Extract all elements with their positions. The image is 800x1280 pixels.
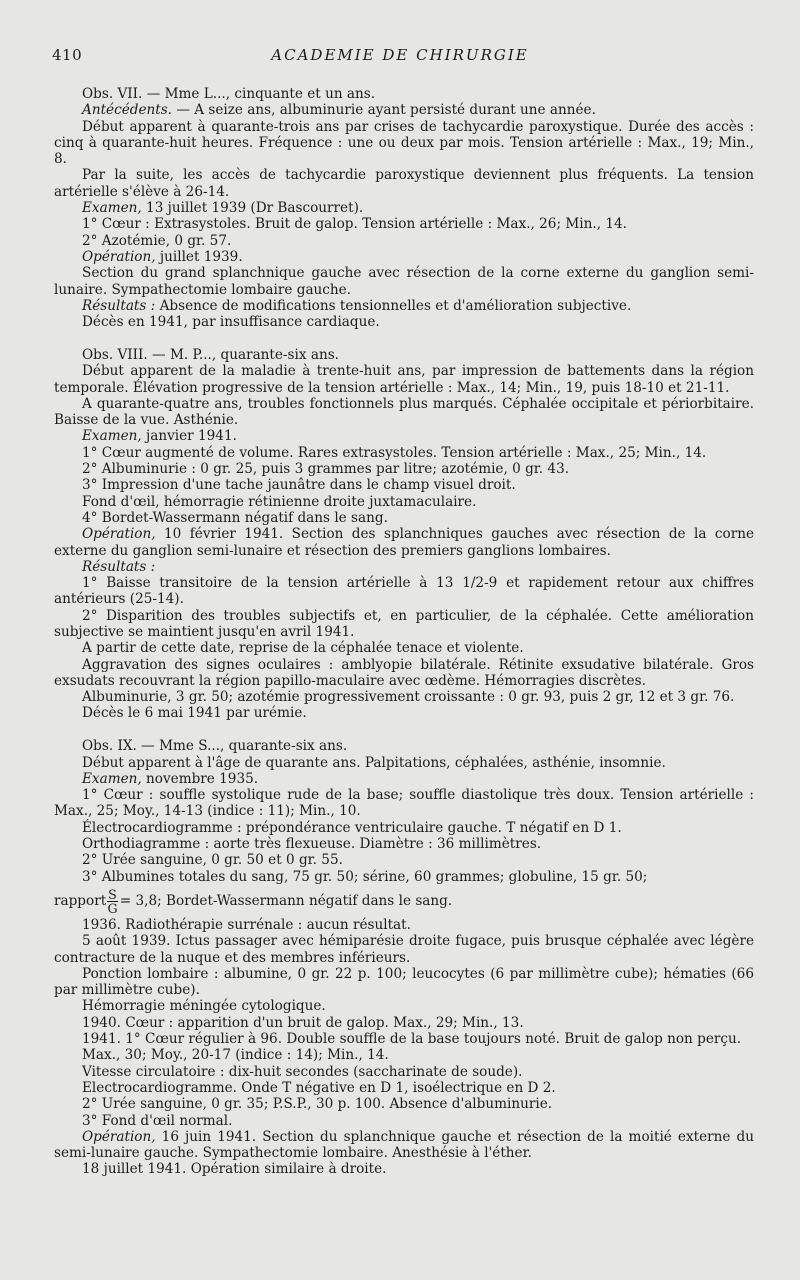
obs9-examen <box>54 771 754 787</box>
obs8-r1: 1° Baisse transitoire de la tension artérielle à 13 1/2-9 et rapidement retour aux chiffres antérieurs (25-14). <box>54 575 754 608</box>
obs7-resultats-label: Résultats : <box>82 297 156 314</box>
obs7-op-desc: Section du grand splanchnique gauche avec résection de la corne externe du ganglion semi-lunaire. Sympathectomie lombaire gauche. <box>54 265 754 298</box>
obs8-r5: Albuminurie, 3 gr. 50; azotémie progressivement croissante : 0 gr. 93, puis 2 gr, 12 et 3 gr. 76. <box>82 689 735 706</box>
obs9-e1b: Électrocardiogramme : prépondérance ventriculaire gauche. T négatif en D 1. <box>82 819 622 836</box>
obs9-e3: 3° Albumines totales du sang, 75 gr. 50; sérine, 60 grammes; globuline, 15 gr. 50; <box>82 868 648 885</box>
obs9-hemorragie: Hémorragie méningée cytologique. <box>82 998 326 1015</box>
rapport-rest: = 3,8; Bordet-Wassermann négatif dans le sang. <box>119 892 453 909</box>
obs8-deces: Décès le 6 mai 1941 par urémie. <box>82 705 307 722</box>
obs7-operation <box>54 249 754 265</box>
obs7-examen-label: Examen, <box>82 200 142 217</box>
obs8-r2: 2° Disparition des troubles subjectifs et, en particulier, de la céphalée. Cette amélioration subjective se maintient jusqu'en avril 1941. <box>54 607 754 640</box>
obs9-e2: 2° Urée sanguine, 0 gr. 50 et 0 gr. 55. <box>82 852 343 869</box>
obs8-heading: Obs. VIII. — M. P..., quarante-six ans. <box>82 346 339 363</box>
obs8-p2: A quarante-quatre ans, troubles fonctionnels plus marqués. Céphalée occipitale et périorbitaire. Baisse de la vue. Asthénie. <box>54 395 754 429</box>
obs9-operation-label: Opération, <box>82 1128 156 1145</box>
obs9-e1: 1° Cœur : souffle systolique rude de la base; souffle diastolique très doux. Tension artérielle : Max., 25; Moy., 14-13 (indice : 11); Min., 10. <box>54 787 754 820</box>
sg-fraction <box>107 888 118 915</box>
running-head <box>0 46 800 66</box>
obs8-operation-label: Opération, <box>82 526 156 543</box>
obs8-e1: 1° Cœur augmenté de volume. Rares extrasystoles. Tension artérielle : Max., 25; Min., 14. <box>82 444 707 461</box>
obs9-ecg: Electrocardiogramme. Onde T négative en D 1, isoélectrique en D 2. <box>82 1079 556 1096</box>
obs7-examen-text: 13 juillet 1939 (Dr Bascourret). <box>141 200 364 217</box>
running-title: ACADEMIE DE CHIRURGIE <box>271 46 529 64</box>
obs8-resultats-label: Résultats : <box>82 558 156 575</box>
obs8-e3: 3° Impression d'une tache jaunâtre dans le champ visuel droit. <box>82 477 516 494</box>
obs9-max: Max., 30; Moy., 20-17 (indice : 14); Min., 14. <box>82 1047 389 1064</box>
obs7-antecedents <box>54 102 754 118</box>
observation-8 <box>54 347 754 722</box>
observation-9 <box>54 738 754 1177</box>
obs9-p1: Début apparent à l'âge de quarante ans. Palpitations, céphalées, asthénie, insomnie. <box>82 754 666 771</box>
fraction-denominator: G <box>107 900 118 916</box>
rapport-word: rapport <box>54 892 107 909</box>
obs8-r3: A partir de cette date, reprise de la céphalée tenace et violente. <box>82 640 524 657</box>
obs8-e3b: Fond d'œil, hémorragie rétinienne droite juxtamaculaire. <box>82 493 477 510</box>
obs7-operation-label: Opération, <box>82 248 156 265</box>
obs9-1939: 5 août 1939. Ictus passager avec hémiparésie droite fugace, puis brusque céphalée avec légère contracture de la nuque et des membres inférieurs. <box>54 933 754 966</box>
obs7-operation-text: juillet 1939. <box>155 248 243 265</box>
obs7-e1: 1° Cœur : Extrasystoles. Bruit de galop. Tension artérielle : Max., 26; Min., 14. <box>82 216 627 233</box>
obs9-e1c: Orthodiagramme : aorte très flexueuse. Diamètre : 36 millimètres. <box>82 836 542 853</box>
fraction-numerator: S <box>108 886 117 902</box>
obs9-heading: Obs. IX. — Mme S..., quarante-six ans. <box>82 738 348 755</box>
obs9-last: 18 juillet 1941. Opération similaire à droite. <box>82 1161 387 1178</box>
obs7-examen <box>54 200 754 216</box>
obs7-heading: Obs. VII. — Mme L..., cinquante et un ans. <box>82 86 376 102</box>
obs8-operation <box>54 526 754 559</box>
obs8-p1: Début apparent de la maladie à trente-huit ans, par impression de battements dans la région temporale. Élévation progressive de la tension artérielle : Max., 14; Min., 19, puis 18-10 et 21-11. <box>54 363 754 396</box>
obs7-p2: Par la suite, les accès de tachycardie paroxystique deviennent plus fréquents. La tension artérielle s'élève à 26-14. <box>54 167 754 200</box>
obs8-r4: Aggravation des signes oculaires : amblyopie bilatérale. Rétinite exsudative bilatérale. Gros exsudats recouvrant la région papillo-maculaire avec œdème. Hémorragies discrètes. <box>54 656 754 689</box>
obs7-resultats-text: Absence de modifications tensionnelles et d'amélioration subjective. <box>155 297 632 314</box>
obs9-vitesse: Vitesse circulatoire : dix-huit secondes (saccharinate de soude). <box>82 1063 523 1080</box>
obs8-examen-label: Examen, <box>82 428 142 445</box>
obs7-resultats <box>54 298 754 314</box>
obs7-e2: 2° Azotémie, 0 gr. 57. <box>82 232 232 249</box>
obs9-examen-text: novembre 1935. <box>141 770 259 787</box>
obs7-antecedents-label: Antécédents. <box>82 102 172 119</box>
obs9-operation <box>54 1129 754 1162</box>
obs7-deces: Décès en 1941, par insuffisance cardiaque. <box>82 314 380 331</box>
obs8-examen-text: janvier 1941. <box>141 428 237 445</box>
body-text <box>54 86 754 1178</box>
obs9-examen-label: Examen, <box>82 770 142 787</box>
obs9-fond: 3° Fond d'œil normal. <box>82 1112 233 1129</box>
obs8-e4: 4° Bordet-Wassermann négatif dans le sang. <box>82 509 388 526</box>
obs9-operation-text: 16 juin 1941. Section du splanchnique gauche et résection de la moitié externe du semi-lunaire gauche. Sympathectomie lombaire. Anesthésie à l'éther. <box>54 1128 754 1162</box>
obs9-1941: 1941. 1° Cœur régulier à 96. Double souffle de la base toujours noté. Bruit de galop non perçu. <box>82 1031 742 1048</box>
obs9-ponction: Ponction lombaire : albumine, 0 gr. 22 p. 100; leucocytes (6 par millimètre cube); hématies (66 par millimètre cube). <box>54 965 754 999</box>
obs9-rapport <box>54 885 754 917</box>
obs8-resultats <box>54 559 754 575</box>
obs8-examen <box>54 428 754 444</box>
obs9-1936: 1936. Radiothérapie surrénale : aucun résultat. <box>82 916 411 933</box>
obs7-antecedents-text: — A seize ans, albuminurie ayant persisté durant une année. <box>172 102 596 119</box>
obs9-1940: 1940. Cœur : apparition d'un bruit de galop. Max., 29; Min., 13. <box>82 1014 524 1031</box>
observation-7 <box>54 86 754 330</box>
page-number: 410 <box>52 46 83 64</box>
obs8-e2: 2° Albuminurie : 0 gr. 25, puis 3 grammes par litre; azotémie, 0 gr. 43. <box>82 461 570 478</box>
obs9-uree: 2° Urée sanguine, 0 gr. 35; P.S.P., 30 p. 100. Absence d'albuminurie. <box>82 1096 553 1113</box>
obs8-operation-text: 10 février 1941. Section des splanchniques gauches avec résection de la corne externe du ganglion semi-lunaire et résection des premiers ganglions lombaires. <box>54 526 754 559</box>
obs7-p1: Début apparent à quarante-trois ans par crises de tachycardie paroxystique. Durée des accès : cinq à quarante-huit heures. Fréquence : une ou deux par mois. Tension artérielle : Max., 19; Min., 8. <box>54 118 754 168</box>
